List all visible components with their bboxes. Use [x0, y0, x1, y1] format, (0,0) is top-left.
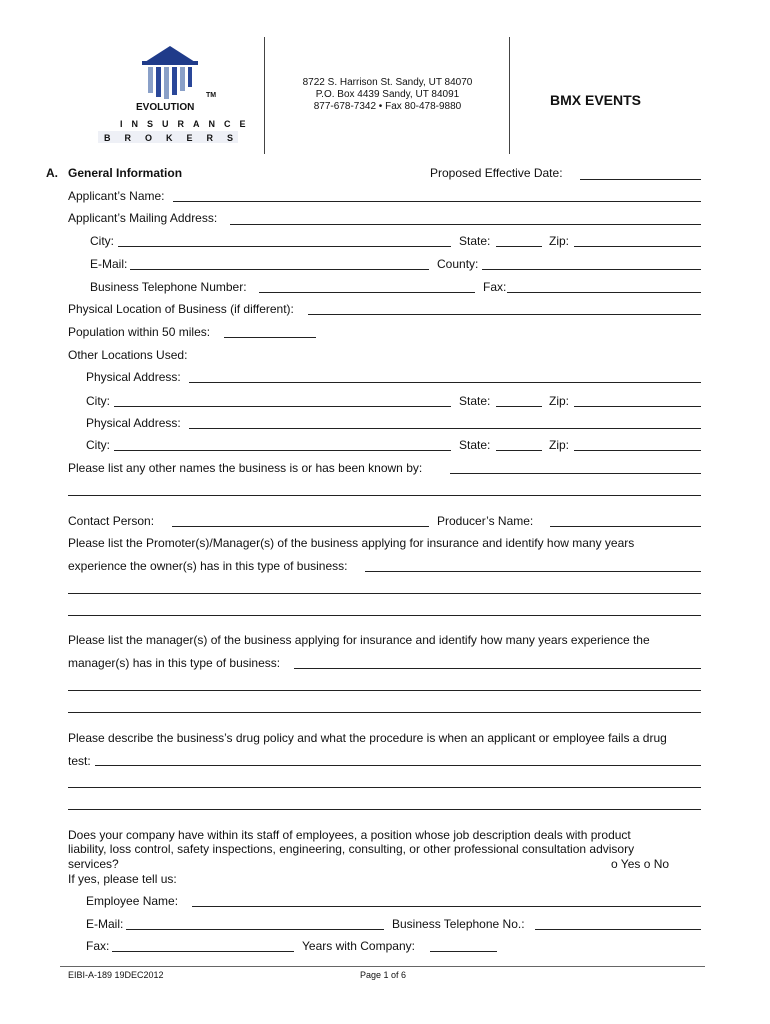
- county-label: County:: [437, 257, 479, 271]
- state-label-3: State:: [459, 438, 491, 452]
- other-names-field[interactable]: [450, 473, 701, 474]
- employee-fax-field[interactable]: [112, 951, 294, 952]
- logo-tm: TM: [206, 92, 217, 99]
- producer-name-field[interactable]: [550, 526, 701, 527]
- managers-answer-field-1[interactable]: [294, 668, 701, 669]
- county-field[interactable]: [482, 269, 701, 270]
- drug-policy-question-line-2: test:: [68, 754, 91, 768]
- zip-label: Zip:: [549, 234, 570, 248]
- promoters-answer-field-3[interactable]: [68, 615, 701, 616]
- city-label-3: City:: [86, 438, 110, 452]
- promoters-question-line-1: Please list the Promoter(s)/Manager(s) of the business applying for insurance and identify how many years: [68, 536, 635, 550]
- managers-question-line-2: manager(s) has in this type of business:: [68, 656, 281, 670]
- promoters-question-line-2: experience the owner(s) has in this type of business:: [68, 559, 348, 573]
- state-label: State:: [459, 234, 491, 248]
- header-divider-right: [509, 37, 510, 154]
- logo-line-evolution: EVOLUTION: [136, 102, 195, 113]
- zip-field-2[interactable]: [574, 406, 701, 407]
- advisory-question-line-3: services?: [68, 857, 119, 871]
- mailing-address-label: Applicant’s Mailing Address:: [68, 211, 218, 225]
- employee-name-field[interactable]: [192, 906, 701, 907]
- advisory-question-line-1: Does your company have within its staff of employees, a position whose job description deals with product: [68, 828, 631, 842]
- other-names-label: Please list any other names the business is or has been known by:: [68, 461, 423, 475]
- employee-email-field[interactable]: [126, 929, 384, 930]
- employee-email-label: E-Mail:: [86, 917, 124, 931]
- header-divider-left: [264, 37, 265, 154]
- employee-name-label: Employee Name:: [86, 894, 179, 908]
- fax-field[interactable]: [507, 292, 701, 293]
- city-label: City:: [90, 234, 114, 248]
- drug-policy-answer-field-1[interactable]: [95, 765, 701, 766]
- other-locations-label: Other Locations Used:: [68, 348, 188, 362]
- managers-answer-field-2[interactable]: [68, 690, 701, 691]
- producer-name-label: Producer’s Name:: [437, 514, 534, 528]
- proposed-effective-date-label: Proposed Effective Date:: [430, 166, 563, 180]
- fax-label: Fax:: [483, 280, 507, 294]
- address-line-1: 8722 S. Harrison St. Sandy, UT 84070: [302, 77, 473, 88]
- managers-question-line-1: Please list the manager(s) of the business applying for insurance and identify how many years experience the: [68, 633, 650, 647]
- physical-address-label-2: Physical Address:: [86, 416, 181, 430]
- state-field[interactable]: [496, 246, 542, 247]
- business-phone-label: Business Telephone Number:: [90, 280, 247, 294]
- if-yes-label: If yes, please tell us:: [68, 872, 177, 886]
- employee-fax-label: Fax:: [86, 939, 110, 953]
- city-field-3[interactable]: [114, 450, 451, 451]
- applicant-name-label: Applicant’s Name:: [68, 189, 165, 203]
- drug-policy-question-line-1: Please describe the business’s drug policy and what the procedure is when an applicant or employee fails a drug: [68, 731, 667, 745]
- population-label: Population within 50 miles:: [68, 325, 211, 339]
- years-with-company-field[interactable]: [430, 951, 497, 952]
- other-names-field-line-2[interactable]: [68, 495, 701, 496]
- population-field[interactable]: [224, 337, 316, 338]
- yes-no-options[interactable]: o Yes o No: [611, 857, 670, 871]
- promoters-answer-field-2[interactable]: [68, 593, 701, 594]
- physical-location-field[interactable]: [308, 314, 701, 315]
- address-line-2: P.O. Box 4439 Sandy, UT 84091: [315, 89, 460, 100]
- zip-field[interactable]: [574, 246, 701, 247]
- contact-person-field[interactable]: [172, 526, 429, 527]
- zip-field-3[interactable]: [574, 450, 701, 451]
- email-label: E-Mail:: [90, 257, 128, 271]
- advisory-question-line-2: liability, loss control, safety inspections, engineering, consulting, or other professional consultation advisory: [68, 842, 635, 856]
- state-label-2: State:: [459, 394, 491, 408]
- physical-address-label-1: Physical Address:: [86, 370, 181, 384]
- footer-rule: [60, 966, 705, 967]
- contact-person-label: Contact Person:: [68, 514, 155, 528]
- zip-label-2: Zip:: [549, 394, 570, 408]
- email-field[interactable]: [130, 269, 429, 270]
- zip-label-3: Zip:: [549, 438, 570, 452]
- company-logo: [98, 40, 255, 145]
- mailing-address-field[interactable]: [230, 224, 701, 225]
- promoters-answer-field-1[interactable]: [365, 571, 701, 572]
- physical-address-field-2[interactable]: [189, 428, 701, 429]
- employee-phone-field[interactable]: [535, 929, 701, 930]
- years-with-company-label: Years with Company:: [302, 939, 415, 953]
- state-field-3[interactable]: [496, 450, 542, 451]
- logo-line-insurance: INSURANCE: [120, 119, 255, 129]
- city-field-2[interactable]: [114, 406, 451, 407]
- employee-phone-label: Business Telephone No.:: [392, 917, 525, 931]
- form-id: EIBI-A-189 19DEC2012: [68, 970, 164, 980]
- drug-policy-answer-field-3[interactable]: [68, 809, 701, 810]
- business-phone-field[interactable]: [259, 292, 475, 293]
- section-letter: A.: [46, 166, 58, 180]
- city-field[interactable]: [118, 246, 451, 247]
- company-address: [270, 77, 505, 113]
- city-label-2: City:: [86, 394, 110, 408]
- drug-policy-answer-field-2[interactable]: [68, 787, 701, 788]
- physical-location-label: Physical Location of Business (if different):: [68, 302, 294, 316]
- document-title: BMX EVENTS: [550, 92, 642, 108]
- state-field-2[interactable]: [496, 406, 542, 407]
- physical-address-field-1[interactable]: [189, 382, 701, 383]
- proposed-effective-date-field[interactable]: [580, 179, 701, 180]
- section-title: General Information: [68, 166, 183, 180]
- address-line-3: 877-678-7342 • Fax 80-478-9880: [313, 101, 462, 112]
- managers-answer-field-3[interactable]: [68, 712, 701, 713]
- applicant-name-field[interactable]: [173, 201, 701, 202]
- logo-line-brokers: BROKERS: [104, 133, 248, 143]
- page-number: Page 1 of 6: [360, 970, 407, 980]
